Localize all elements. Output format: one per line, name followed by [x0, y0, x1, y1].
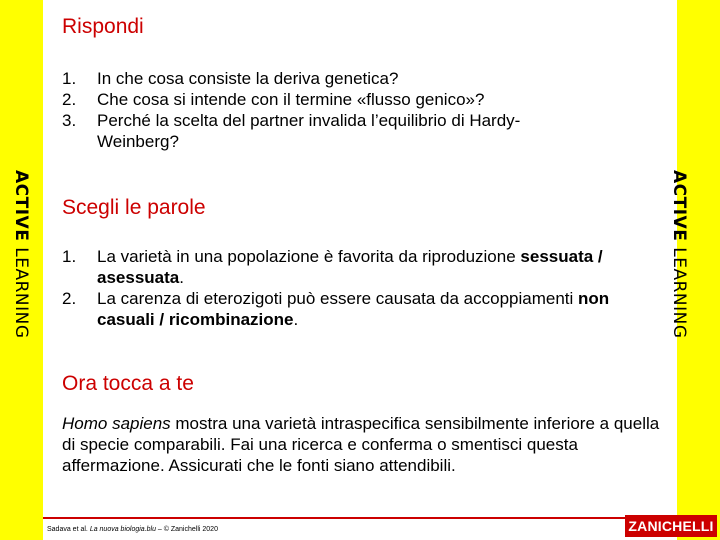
heading-scegli-le-parole: Scegli le parole: [62, 196, 206, 219]
active-learning-label-right: ACTIVE LEARNING: [669, 170, 689, 339]
word-choice-item: 2. La carenza di eterozigoti può essere causata da accoppiamenti non casuali / ricombinazione.: [62, 289, 610, 329]
heading-ora-tocca-a-te: Ora tocca a te: [62, 372, 194, 395]
question-item: 2. Che cosa si intende con il termine «flusso genico»?: [62, 90, 485, 109]
question-list: [62, 68, 622, 152]
word-choice-list: [62, 246, 662, 330]
zanichelli-logo: ZANICHELLI: [625, 515, 717, 537]
question-item: 3. Perché la scelta del partner invalida l’equilibrio di Hardy-Weinberg?: [62, 111, 521, 151]
footer-credit: Sadava et al. La nuova biologia.blu – © Zanichelli 2020: [47, 526, 218, 533]
question-item: 1. In che cosa consiste la deriva genetica?: [62, 69, 399, 88]
task-paragraph: Homo sapiens mostra una varietà intraspecifica sensibilmente inferiore a quella di specie comparabili. Fai una ricerca e conferma o smentisci questa affermazione. Assicurati che le fonti siano attendibili.: [62, 414, 660, 475]
word-choice-item: 1. La varietà in una popolazione è favorita da riproduzione sessuata / asessuata.: [62, 247, 603, 287]
slide-content: [43, 0, 677, 540]
left-sidebar: [0, 0, 43, 540]
active-learning-label-left: ACTIVE LEARNING: [11, 170, 31, 339]
footer-divider: [43, 517, 677, 519]
heading-rispondi: Rispondi: [62, 15, 144, 38]
